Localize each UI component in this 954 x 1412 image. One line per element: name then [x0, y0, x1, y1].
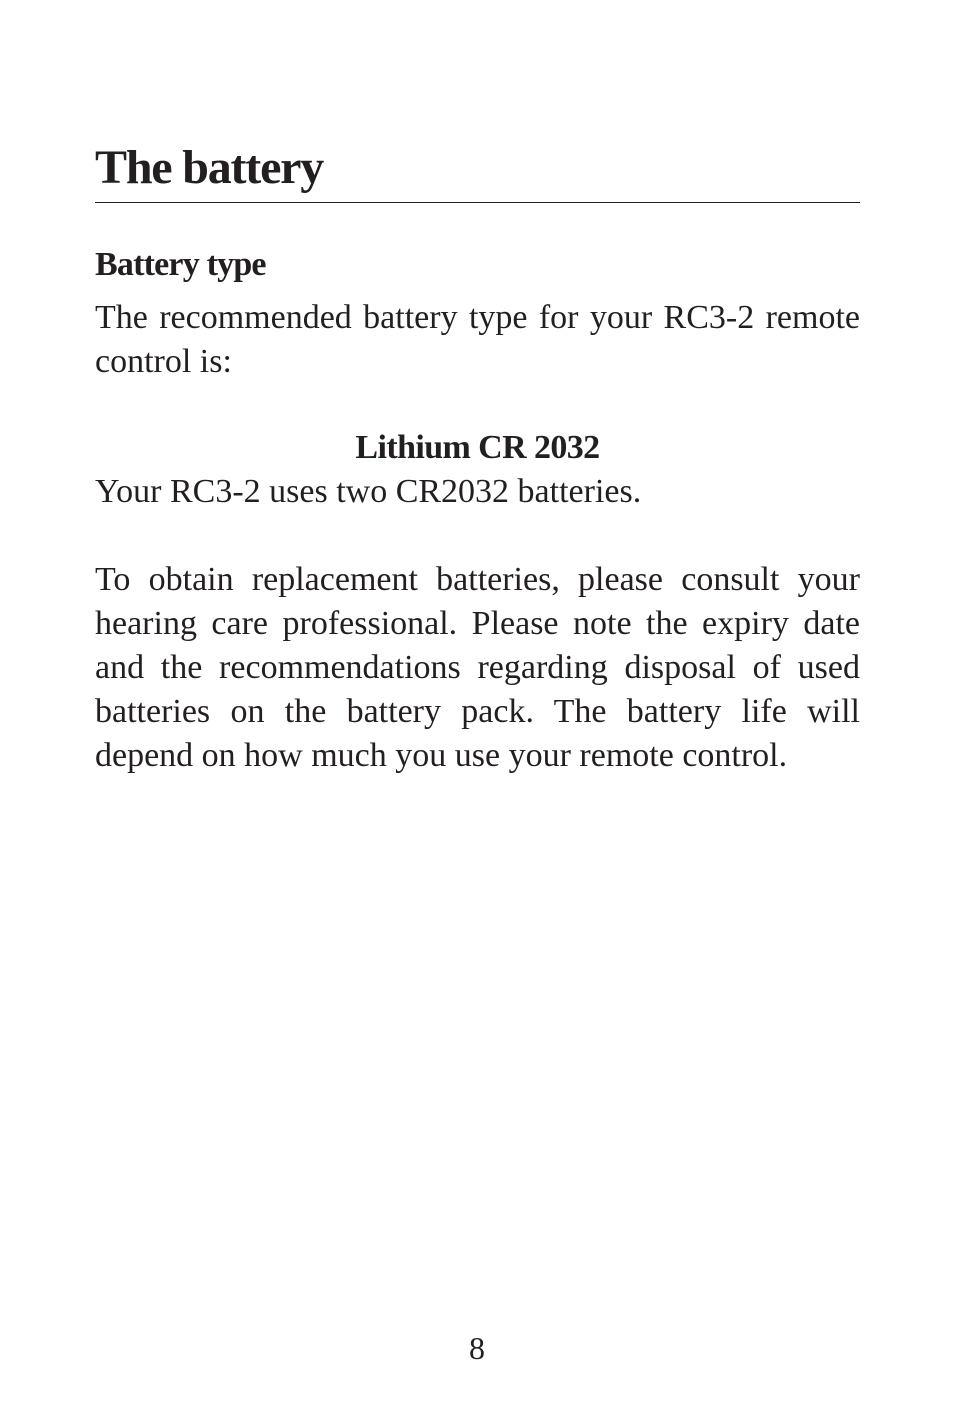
page-number: 8: [469, 1330, 485, 1366]
battery-count-paragraph: Your RC3-2 uses two CR2032 batteries.: [95, 473, 642, 510]
title-divider: [95, 202, 860, 203]
intro-paragraph: The recommended battery type for your RC3-2 remote control is:: [95, 299, 860, 380]
section-heading-battery-type: Battery type: [95, 246, 266, 283]
replacement-paragraph: To obtain replacement batteries, please consult your hearing care professional. Please note the expiry date and the recommendations regarding disposal of used batteries on the battery pack. The battery life will depend on how much you use your remote control.: [95, 561, 860, 774]
battery-model: Lithium CR 2032: [355, 429, 600, 466]
page-title: The battery: [95, 141, 324, 194]
